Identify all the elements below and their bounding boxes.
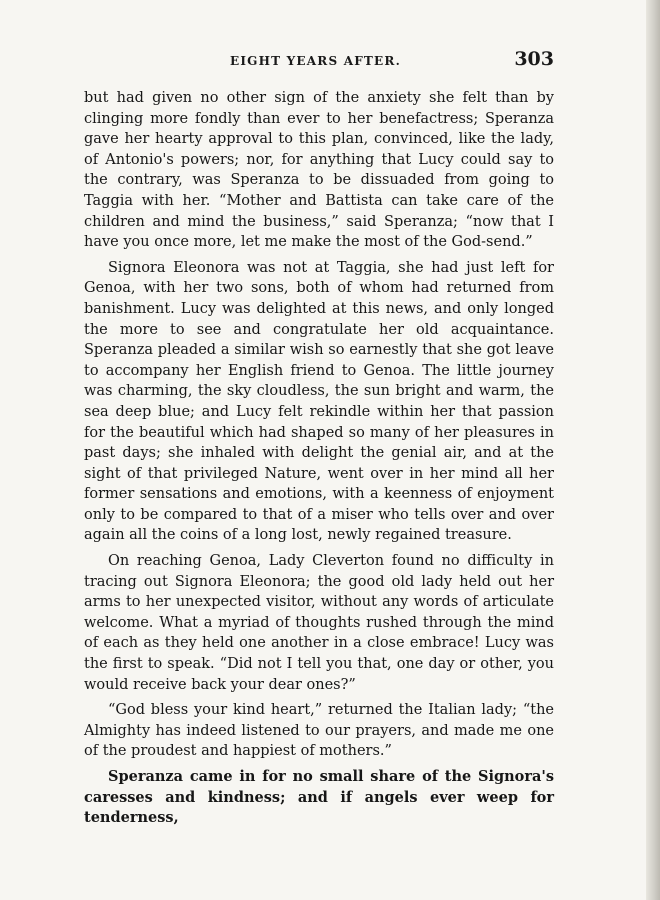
page-edge-shadow bbox=[646, 0, 660, 900]
page-number: 303 bbox=[514, 48, 554, 70]
body-text bbox=[84, 88, 554, 829]
paragraph-5: Speranza came in for no small share of the Signora's caresses and kindness; and if angels ever weep for tenderness, bbox=[84, 768, 554, 827]
running-head: EIGHT YEARS AFTER. bbox=[230, 54, 401, 68]
paragraph-4: “God bless your kind heart,” returned the Italian lady; “the Almighty has indeed listened to our prayers, and made me one of the proudest and happiest of mothers.” bbox=[84, 702, 554, 760]
paragraph-2: Signora Eleonora was not at Taggia, she had just left for Genoa, with her two sons, both of whom had returned from banishment. Lucy was delighted at this news, and only longed the more to see and congratulate her old acquaintance. Speranza pleaded a similar wish so earnestly that she got leave to accompany her English friend to Genoa. The little journey was charming, the sky cloudless, the sun bright and warm, the sea deep blue; and Lucy felt rekindle within her that passion for the beautiful which had shaped so many of her pleasures in past days; she inhaled with delight the genial air, and at the sight of that privileged Nature, went over in her mind all her former sensations and emotions, with a keenness of enjoyment only to be compared to that of a miser who tells over and over again all the coins of a long lost, newly regained treasure. bbox=[84, 259, 554, 544]
paragraph-1: but had given no other sign of the anxiety she felt than by clinging more fondly than ever to her benefactress; Speranza gave her hearty approval to this plan, convinced, like the lady, of Antonio's powers; nor, for anything that Lucy could say to the contrary, was Speranza to be dissuaded from going to Taggia with her. “Mother and Battista can take care of the children and mind the business,” said Speranza; “now that I have you once more, let me make the most of the God-send.” bbox=[84, 90, 554, 251]
page-header bbox=[84, 48, 554, 74]
paragraph-3: On reaching Genoa, Lady Cleverton found no difficulty in tracing out Signora Eleonora; the good old lady held out her arms to her unexpected visitor, without any words of articulate welcome. What a myriad of thoughts rushed through the mind of each as they held one another in a close embrace! Lucy was the first to speak. “Did not I tell you that, one day or other, you would receive back your dear ones?” bbox=[84, 553, 554, 693]
